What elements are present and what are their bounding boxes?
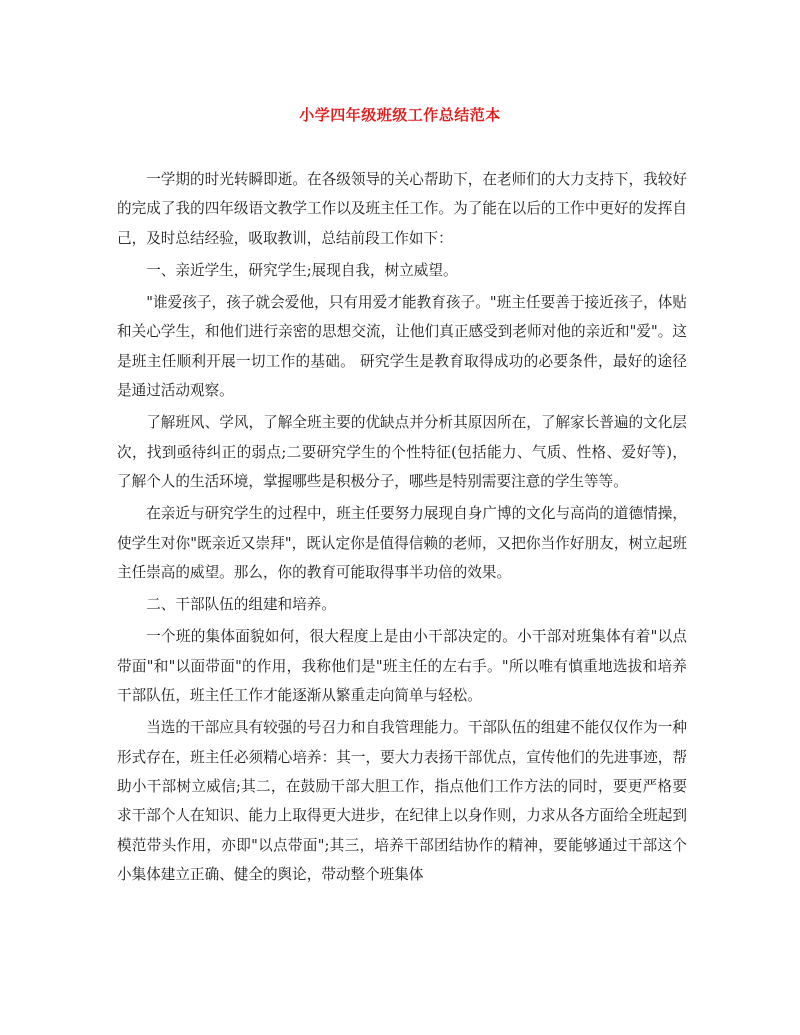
- paragraph-love-students: "谁爱孩子，孩子就会爱他，只有用爱才能教育孩子。"班主任要善于接近孩子，体贴和关心学生，和他们进行亲密的思想交流，让他们真正感受到老师对他的亲近和"爱"。这是班主任顺利开展一切工作的基础。 研究学生是教育取得成功的必要条件，最好的途径是通过活动观察。: [117, 294, 687, 400]
- document-title: 小学四年级班级工作总结范本: [299, 106, 501, 124]
- paragraph-cadre-training: 当选的干部应具有较强的号召力和自我管理能力。干部队伍的组建不能仅仅作为一种形式存在，班主任必须精心培养：其一，要大力表扬干部优点，宣传他们的先进事迹，帮助小干部树立威信;其二，在鼓励干部大胆工作，指点他们工作方法的同时，要更严格要求干部个人在知识、能力上取得更大进步，在纪律上以身作则，力求从各方面给全班起到模范带头作用，亦即"以点带面";其三，培养干部团结协作的精神，要能够通过干部这个小集体建立正确、健全的舆论，带动整个班集体: [117, 719, 687, 883]
- paragraph-prestige: 在亲近与研究学生的过程中，班主任要努力展现自身广博的文化与高尚的道德情操，使学生对你"既亲近又崇拜"，既认定你是值得信赖的老师，又把你当作好朋友，树立起班主任崇高的威望。那么，你的教育可能取得事半功倍的效果。: [117, 505, 687, 581]
- paragraph-class-cadres: 一个班的集体面貌如何，很大程度上是由小干部决定的。小干部对班集体有着"以点带面"和"以面带面"的作用，我称他们是"班主任的左右手。"所以唯有慎重地选拔和培养干部队伍，班主任工作才能逐渐从繁重走向简单与轻松。: [117, 628, 687, 705]
- section-heading-2: 二、干部队伍的组建和培养。: [146, 596, 336, 614]
- paragraph-understand-class: 了解班风、学风，了解全班主要的优缺点并分析其原因所在，了解家长普遍的文化层次，找到亟待纠正的弱点;二要研究学生的个性特征(包括能力、气质、性格、爱好等)，了解个人的生活环境，掌握哪些是积极分子，哪些是特别需要注意的学生等等。: [117, 414, 687, 490]
- document-body: [117, 165, 687, 892]
- section-heading-1: 一、亲近学生，研究学生;展现自我，树立威望。: [146, 261, 458, 279]
- paragraph-intro: 一学期的时光转瞬即逝。在各级领导的关心帮助下，在老师们的大力支持下，我较好的完成了我的四年级语文教学工作以及班主任工作。为了能在以后的工作中更好的发挥自己，及时总结经验，吸取教训，总结前段工作如下：: [117, 171, 687, 247]
